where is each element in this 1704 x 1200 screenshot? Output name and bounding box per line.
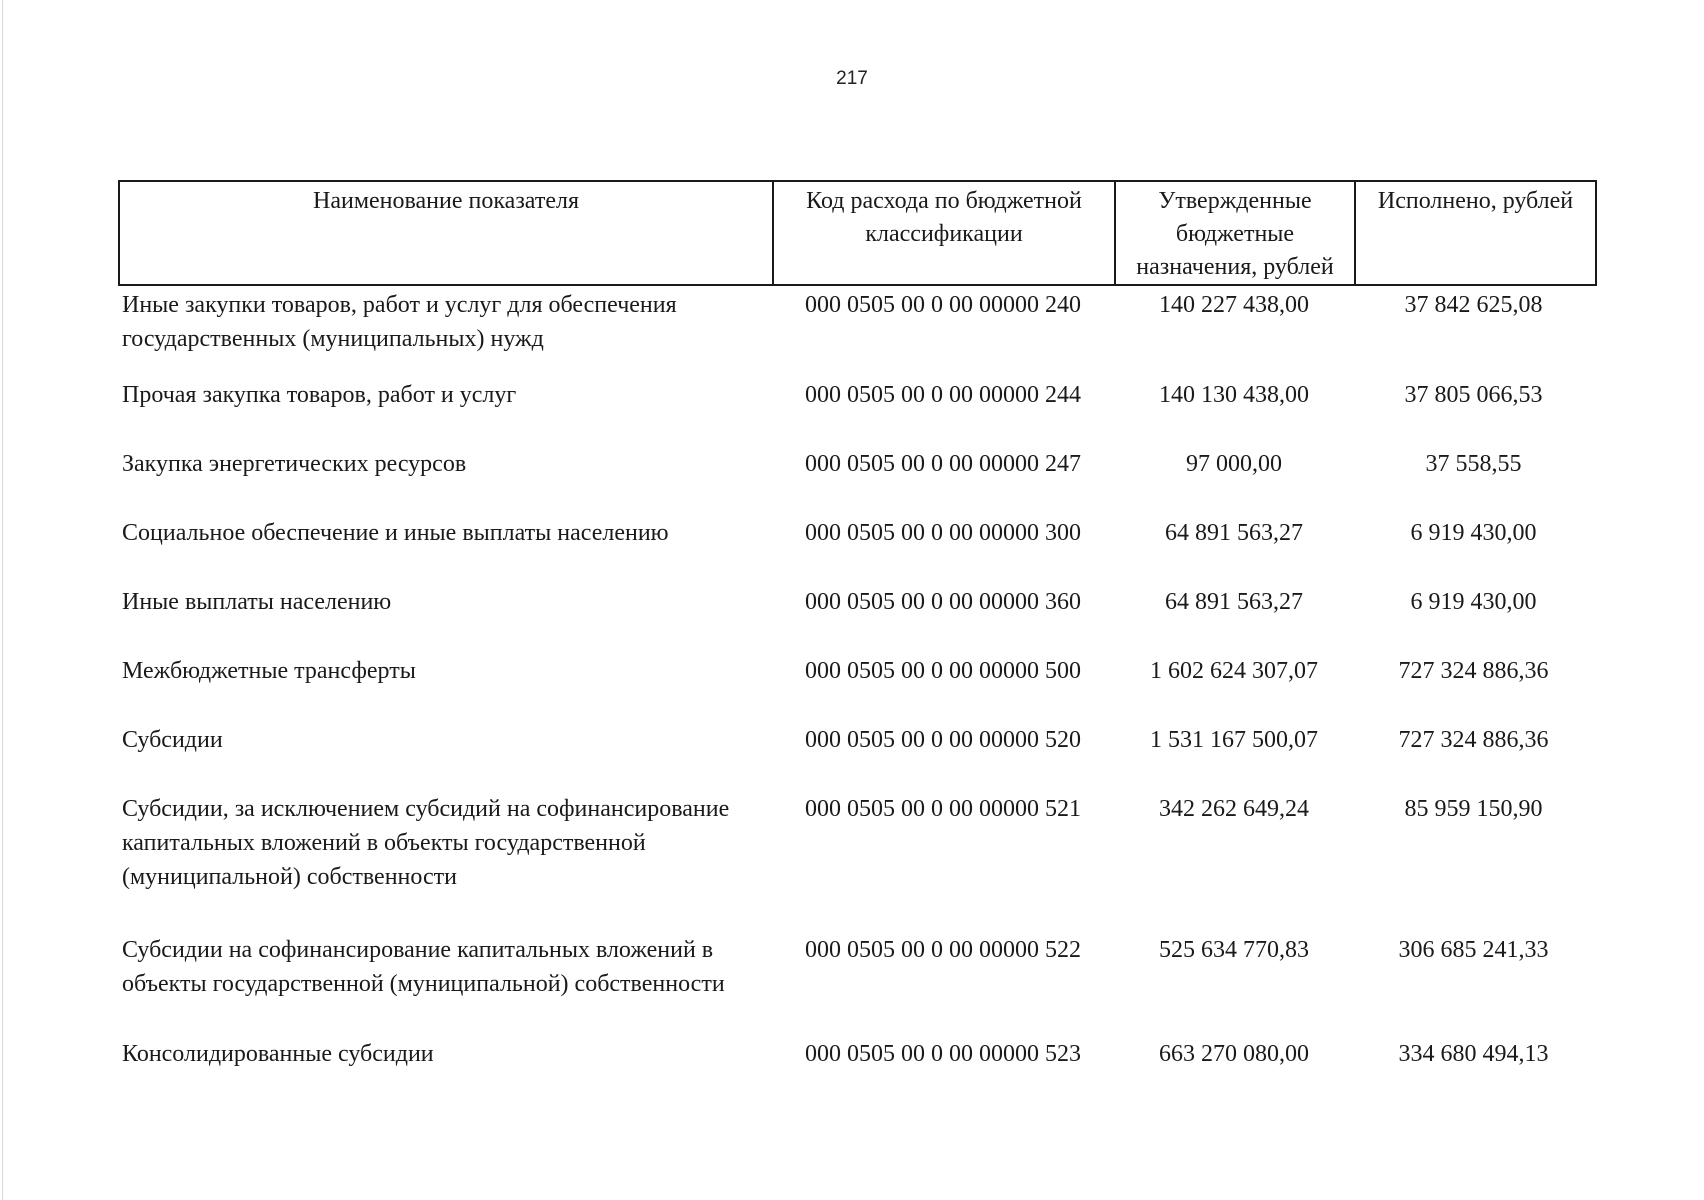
row-executed: 6 919 430,00 bbox=[1410, 589, 1537, 615]
row-name: Закупка энергетических ресурсов bbox=[122, 451, 467, 477]
table-row bbox=[118, 723, 1597, 792]
table-row bbox=[118, 933, 1597, 1037]
column-header-executed: Исполнено, рублей bbox=[1377, 188, 1574, 214]
row-code: 000 0505 00 0 00 00000 240 bbox=[805, 292, 1081, 318]
row-approved: 97 000,00 bbox=[1186, 451, 1282, 477]
row-code: 000 0505 00 0 00 00000 300 bbox=[805, 520, 1081, 546]
row-executed: 334 680 494,13 bbox=[1398, 1041, 1549, 1067]
row-executed: 85 959 150,90 bbox=[1404, 796, 1543, 822]
row-name: Прочая закупка товаров, работ и услуг bbox=[122, 382, 517, 408]
row-code: 000 0505 00 0 00 00000 360 bbox=[805, 589, 1081, 615]
table-row bbox=[118, 654, 1597, 723]
page-number: 217 bbox=[836, 68, 868, 89]
row-approved: 64 891 563,27 bbox=[1165, 520, 1303, 546]
row-name: Субсидии bbox=[122, 727, 223, 753]
table-row bbox=[118, 1037, 1597, 1077]
table-row bbox=[118, 447, 1597, 516]
row-code: 000 0505 00 0 00 00000 522 bbox=[805, 937, 1081, 963]
row-executed: 727 324 886,36 bbox=[1398, 658, 1549, 684]
row-approved: 1 602 624 307,07 bbox=[1150, 658, 1318, 684]
table-row bbox=[118, 585, 1597, 654]
table-row bbox=[118, 378, 1597, 447]
row-code: 000 0505 00 0 00 00000 247 bbox=[805, 451, 1081, 477]
row-executed: 727 324 886,36 bbox=[1398, 727, 1549, 753]
row-code: 000 0505 00 0 00 00000 523 bbox=[805, 1041, 1081, 1067]
row-code: 000 0505 00 0 00 00000 244 bbox=[805, 382, 1081, 408]
row-name: Иные закупки товаров, работ и услуг для обеспечения государственных (муниципальных) нужд bbox=[122, 292, 677, 352]
row-name: Социальное обеспечение и иные выплаты населению bbox=[122, 520, 669, 546]
scan-edge-left bbox=[2, 0, 3, 1200]
row-executed: 37 558,55 bbox=[1425, 451, 1522, 477]
row-approved: 342 262 649,24 bbox=[1159, 796, 1309, 822]
row-approved: 64 891 563,27 bbox=[1165, 589, 1303, 615]
table-body bbox=[118, 288, 1597, 1077]
row-executed: 6 919 430,00 bbox=[1410, 520, 1537, 546]
row-name: Субсидии на софинансирование капитальных вложений в объекты государственной (муниципальной) собственности bbox=[122, 937, 725, 997]
row-name: Субсидии, за исключением субсидий на софинансирование капитальных вложений в объекты государственной (муниципальной) собственности bbox=[122, 796, 730, 890]
column-header-approved: Утвержденные бюджетные назначения, рублей bbox=[1116, 182, 1356, 284]
row-approved: 525 634 770,83 bbox=[1159, 937, 1309, 963]
row-approved: 663 270 080,00 bbox=[1159, 1041, 1309, 1067]
row-approved: 140 227 438,00 bbox=[1159, 292, 1309, 318]
table-row bbox=[118, 516, 1597, 585]
row-code: 000 0505 00 0 00 00000 521 bbox=[805, 796, 1081, 822]
row-executed: 37 805 066,53 bbox=[1404, 382, 1543, 408]
row-approved: 140 130 438,00 bbox=[1159, 382, 1309, 408]
column-header-code: Код расхода по бюджетной классификации bbox=[774, 182, 1116, 284]
table-row bbox=[118, 288, 1597, 378]
row-executed: 306 685 241,33 bbox=[1398, 937, 1549, 963]
row-name: Иные выплаты населению bbox=[122, 589, 392, 615]
row-name: Межбюджетные трансферты bbox=[122, 658, 416, 684]
row-executed: 37 842 625,08 bbox=[1404, 292, 1543, 318]
row-code: 000 0505 00 0 00 00000 500 bbox=[805, 658, 1081, 684]
table-header bbox=[118, 180, 1597, 286]
row-approved: 1 531 167 500,07 bbox=[1150, 727, 1318, 753]
column-header-name: Наименование показателя bbox=[120, 182, 774, 284]
row-code: 000 0505 00 0 00 00000 520 bbox=[805, 727, 1081, 753]
table-row bbox=[118, 792, 1597, 933]
row-name: Консолидированные субсидии bbox=[122, 1041, 434, 1067]
